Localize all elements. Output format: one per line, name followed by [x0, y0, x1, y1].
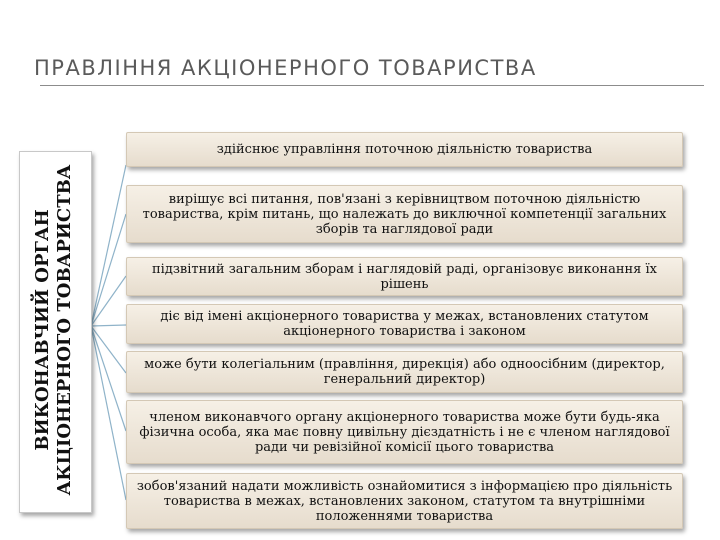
function-box-2: вирішує всі питання, пов'язані з керівництвом поточною діяльністю товариства, крім питань, що належать до виключної компетенції загальних зборів та наглядової ради [126, 185, 683, 243]
connector-2 [91, 214, 126, 326]
executive-body-label [32, 150, 76, 510]
executive-body-label-line1: ВИКОНАВЧИЙ ОРГАН [32, 209, 53, 451]
function-box-1: здійснює управління поточною діяльністю товариства [126, 132, 683, 167]
page-title: ПРАВЛІННЯ АКЦІОНЕРНОГО ТОВАРИСТВА [34, 56, 537, 80]
connector-4 [91, 325, 126, 326]
function-box-4: діє від імені акціонерного товариства у межах, встановлених статутом акціонерного товариства і законом [126, 304, 683, 344]
function-box-5: може бути колегіальним (правління, дирекція) або одноосібним (директор, генеральний директор) [126, 351, 683, 393]
function-box-7: зобов'язаний надати можливість ознайомитися з інформацією про діяльність товариства в межах, встановлених законом, статутом та внутрішніми положеннями товариства [126, 473, 683, 529]
function-box-3: підзвітний загальним зборам і наглядовій раді, організовує виконання їх рішень [126, 257, 683, 296]
connector-7 [91, 326, 126, 500]
function-box-6: членом виконавчого органу акціонерного товариства може бути будь-яка фізична особа, яка має повну цивільну дієздатність і не є членом наглядової ради чи ревізійної комісії цього товариства [126, 400, 683, 464]
executive-body-label-line2: АКЦІОНЕРНОГО ТОВАРИСТВА [54, 164, 75, 496]
